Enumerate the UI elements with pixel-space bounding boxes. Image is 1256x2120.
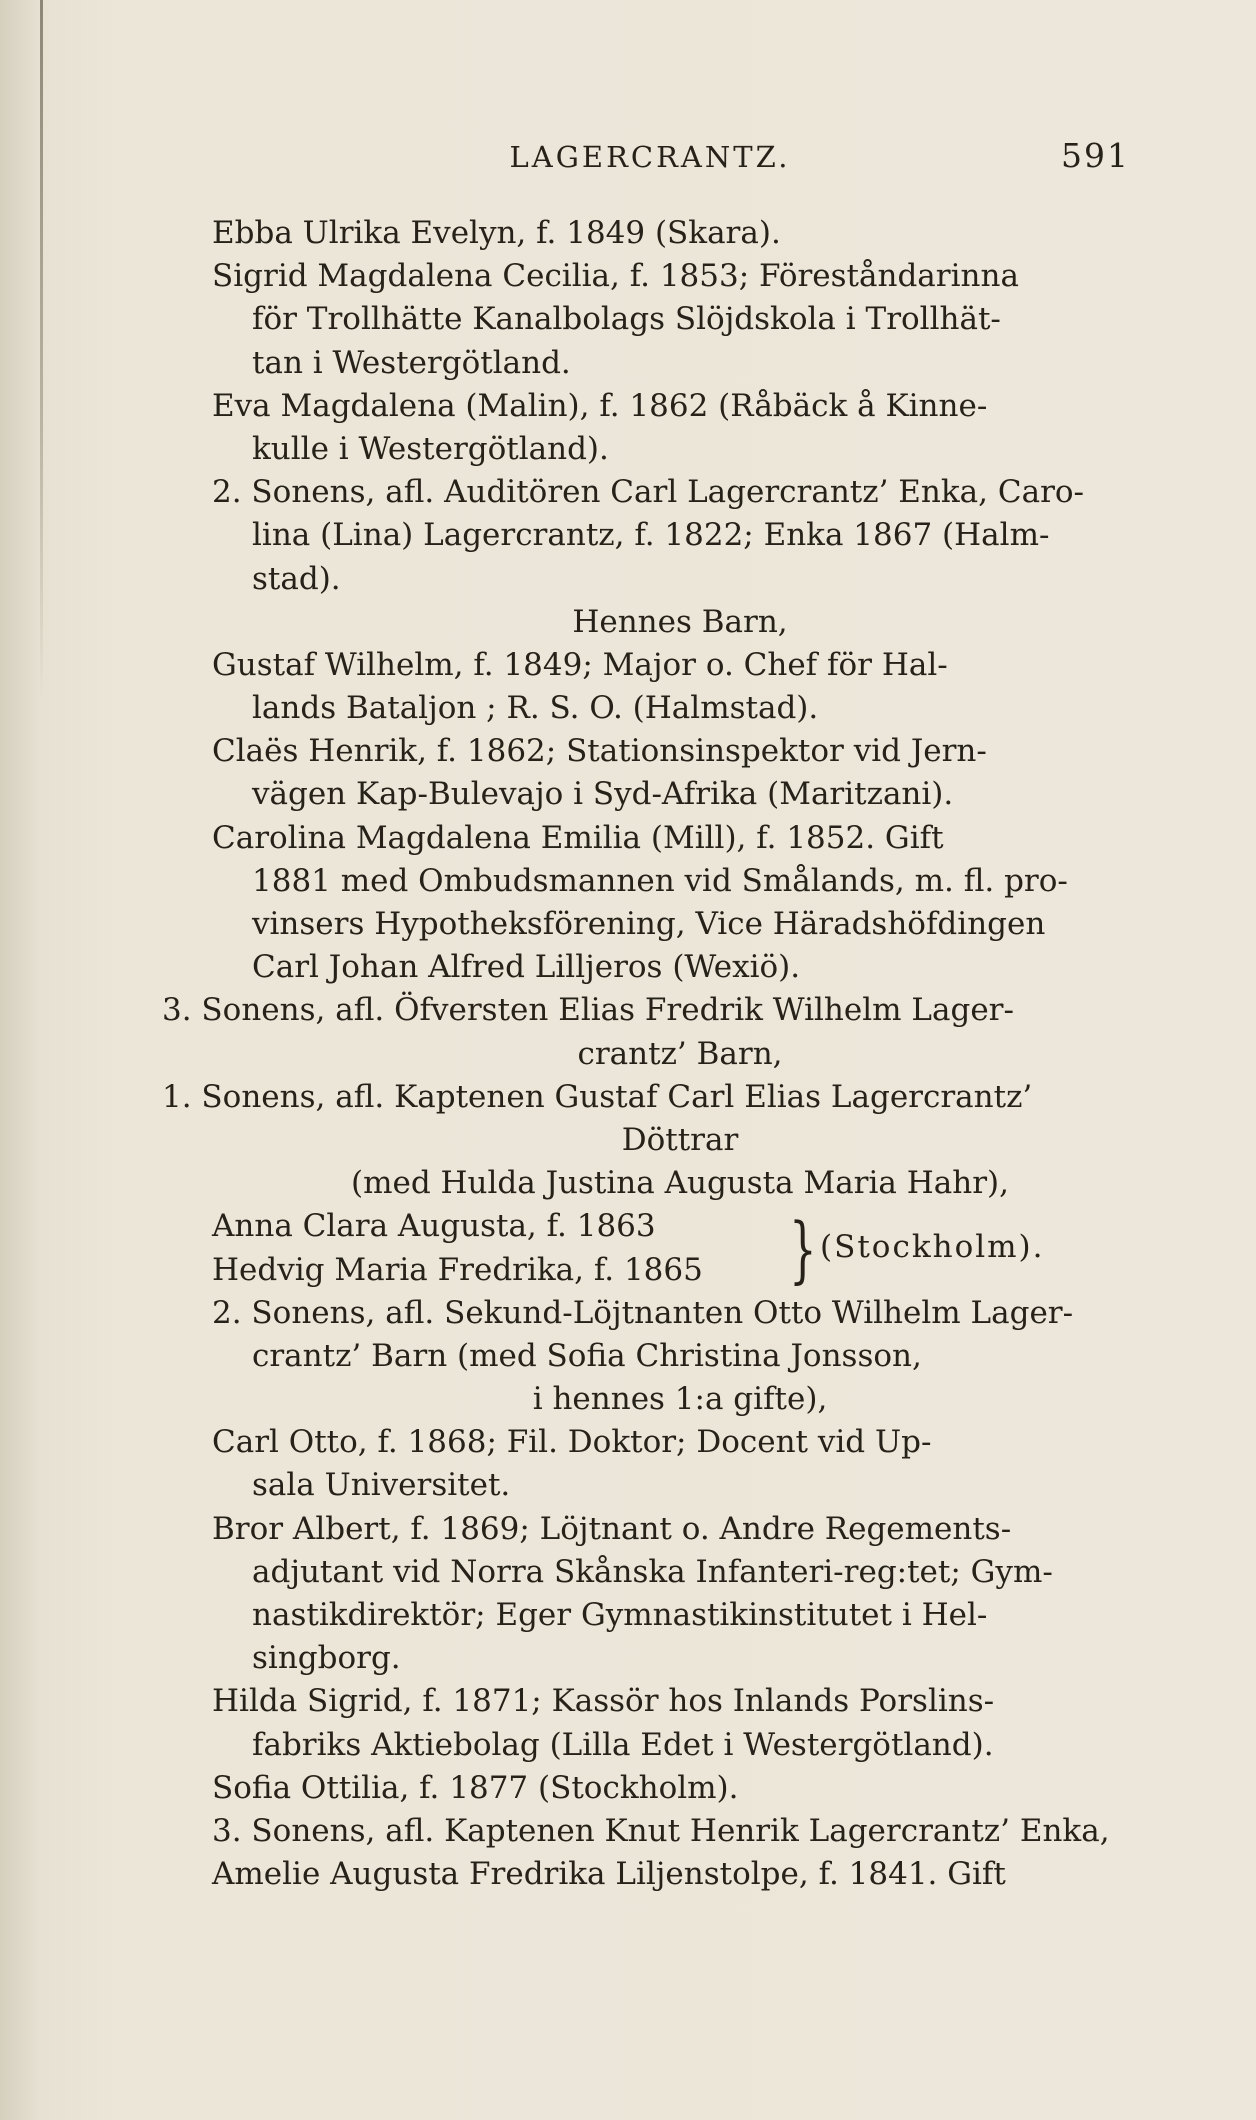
text-line	[160, 1421, 1140, 1464]
text-line	[160, 1119, 1140, 1162]
text-line	[160, 1551, 1140, 1594]
text-line-content: 3. Sonens, afl. Öfversten Elias Fredrik Wilhelm Lager-	[162, 992, 1014, 1029]
text-line-content: Bror Albert, f. 1869; Löjtnant o. Andre Regements-	[212, 1510, 1012, 1547]
text-line	[160, 298, 1140, 341]
text-line	[160, 1767, 1140, 1810]
text-line-content: Hennes Barn,	[572, 603, 788, 640]
text-line	[160, 644, 1140, 687]
text-line-content: 3. Sonens, afl. Kaptenen Knut Henrik Lagercrantz’ Enka,	[212, 1812, 1110, 1849]
text-line-content: Gustaf Wilhelm, f. 1849; Major o. Chef för Hal-	[212, 646, 948, 683]
text-line	[160, 1724, 1140, 1767]
text-line-content: i hennes 1:a gifte),	[532, 1381, 828, 1418]
text-line-content: tan i Westergötland.	[252, 344, 571, 381]
text-line	[160, 1464, 1140, 1507]
text-line-content: nastikdirektör; Eger Gymnastikinstitutet i Hel-	[252, 1597, 988, 1634]
text-line-content: adjutant vid Norra Skånska Infanteri-reg:tet; Gym-	[252, 1553, 1053, 1590]
text-line-content: fabriks Aktiebolag (Lilla Edet i Westergötland).	[252, 1726, 994, 1763]
text-line	[160, 1680, 1140, 1723]
text-line	[160, 342, 1140, 385]
text-line	[160, 212, 1140, 255]
text-line-content: crantz’ Barn,	[577, 1035, 783, 1072]
brace-group-row-2: Hedvig Maria Fredrika, f. 1865	[212, 1251, 703, 1288]
text-line-content: 2. Sonens, afl. Sekund-Löjtnanten Otto Wilhelm Lager-	[212, 1294, 1074, 1331]
text-line-content: 2. Sonens, afl. Auditören Carl Lagercrantz’ Enka, Caro-	[212, 474, 1085, 511]
brace-group	[160, 1205, 1140, 1291]
text-line	[160, 558, 1140, 601]
text-line	[160, 946, 1140, 989]
text-line	[160, 471, 1140, 514]
text-line	[160, 1292, 1140, 1335]
text-line-content: Amelie Augusta Fredrika Liljenstolpe, f. 1841. Gift	[212, 1856, 1006, 1893]
text-line	[160, 903, 1140, 946]
text-line-content: 1. Sonens, afl. Kaptenen Gustaf Carl Elias Lagercrantz’	[162, 1078, 1033, 1115]
text-line-content: crantz’ Barn (med Sofia Christina Jonsson,	[252, 1337, 922, 1374]
text-line	[160, 255, 1140, 298]
text-line	[160, 860, 1140, 903]
text-line-content: 1881 med Ombudsmannen vid Smålands, m. fl. pro-	[252, 862, 1068, 899]
page-number: 591	[1061, 136, 1130, 175]
text-line-content: sala Universitet.	[252, 1467, 511, 1504]
text-line-content: Hilda Sigrid, f. 1871; Kassör hos Inlands Porslins-	[212, 1683, 995, 1720]
text-line-content: Claës Henrik, f. 1862; Stationsinspektor vid Jern-	[212, 733, 987, 770]
text-line-content: Sofia Ottilia, f. 1877 (Stockholm).	[212, 1769, 739, 1806]
text-line-content: Eva Magdalena (Malin), f. 1862 (Råbäck å Kinne-	[212, 387, 988, 424]
text-line-content: Ebba Ulrika Evelyn, f. 1849 (Skara).	[212, 215, 781, 251]
text-line-content: Carolina Magdalena Emilia (Mill), f. 1852. Gift	[212, 819, 944, 856]
text-line-content: Carl Johan Alfred Lilljeros (Wexiö).	[252, 949, 801, 986]
text-line	[160, 989, 1140, 1032]
brace-group-label: (Stockholm).	[820, 1229, 1045, 1266]
curly-brace: }	[789, 1207, 817, 1292]
text-line-content: kulle i Westergötland).	[252, 430, 609, 467]
text-line-content: Sigrid Magdalena Cecilia, f. 1853; Föreståndarinna	[212, 258, 1019, 295]
running-title: LAGERCRANTZ.	[509, 140, 791, 174]
text-line	[160, 428, 1140, 471]
text-line-content: (med Hulda Justina Augusta Maria Hahr),	[350, 1165, 1009, 1202]
page-header	[160, 130, 1140, 190]
text-line	[160, 773, 1140, 816]
text-line-content: Döttrar	[621, 1121, 739, 1158]
text-line	[160, 1594, 1140, 1637]
text-line	[160, 1076, 1140, 1119]
text-line	[160, 1853, 1140, 1896]
text-line	[160, 1033, 1140, 1076]
text-line-content: stad).	[252, 560, 341, 597]
text-lines-upper	[160, 212, 1140, 1205]
text-lines-lower	[160, 1292, 1140, 1897]
text-line	[160, 730, 1140, 773]
text-line	[160, 687, 1140, 730]
text-line	[160, 1508, 1140, 1551]
text-line	[160, 1378, 1140, 1421]
page-gutter-shadow	[40, 0, 43, 700]
text-line	[160, 514, 1140, 557]
text-line	[160, 817, 1140, 860]
brace-group-row-1: Anna Clara Augusta, f. 1863	[212, 1208, 656, 1245]
text-line-content: vägen Kap-Bulevajo i Syd-Afrika (Maritzani).	[252, 776, 954, 813]
text-line-content: Carl Otto, f. 1868; Fil. Doktor; Docent vid Up-	[212, 1424, 932, 1461]
text-line	[160, 1162, 1140, 1205]
text-line	[160, 601, 1140, 644]
text-line-content: lands Bataljon ; R. S. O. (Halmstad).	[252, 690, 819, 727]
page-text-block	[160, 130, 1140, 1896]
text-line	[160, 1335, 1140, 1378]
text-line-content: för Trollhätte Kanalbolags Slöjdskola i Trollhät-	[252, 301, 1001, 338]
text-line	[160, 1810, 1140, 1853]
text-line-content: singborg.	[252, 1640, 401, 1677]
text-line-content: vinsers Hypotheksförening, Vice Häradshöfdingen	[252, 906, 1046, 942]
text-line	[160, 1637, 1140, 1680]
text-line	[160, 385, 1140, 428]
text-line-content: lina (Lina) Lagercrantz, f. 1822; Enka 1867 (Halm-	[252, 517, 1050, 554]
